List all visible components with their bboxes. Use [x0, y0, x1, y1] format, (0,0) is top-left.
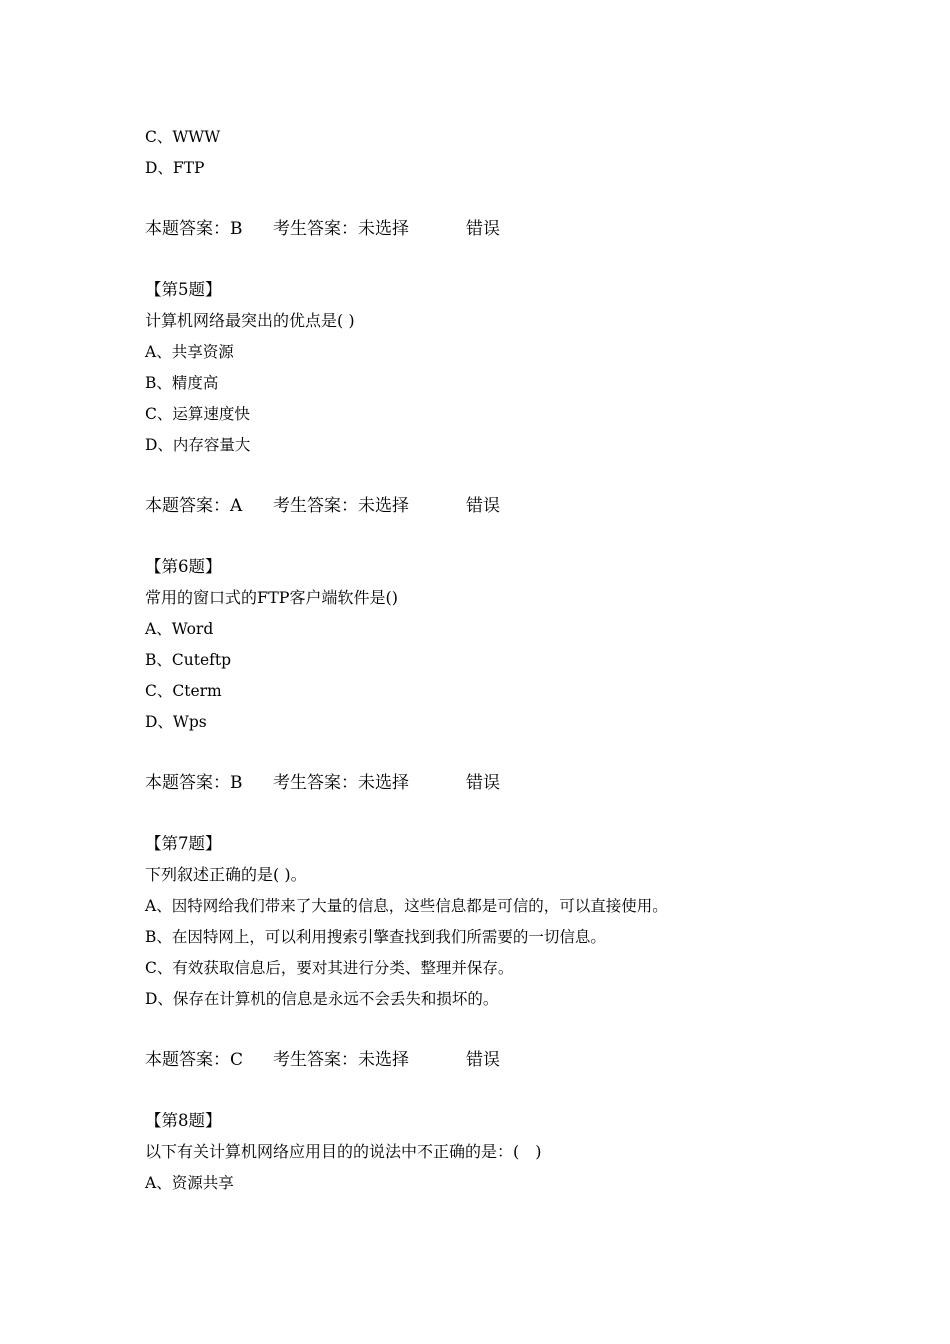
question-block-8: [145, 1108, 905, 1201]
question-stem: 计算机网络最突出的优点是( ): [145, 311, 355, 330]
question-block-7: [145, 831, 905, 1108]
user-answer: 考生答案：未选择: [273, 219, 409, 239]
question-title: 【第5题】: [145, 280, 222, 299]
option-d: D、内存容量大: [145, 436, 251, 454]
option-a: A、Word: [145, 620, 214, 638]
answer-row: [145, 216, 905, 247]
question-stem: 以下有关计算机网络应用目的的说法中不正确的是：( ): [145, 1142, 542, 1161]
result-status: 错误: [466, 219, 500, 239]
option-b: B、精度高: [145, 374, 219, 392]
user-answer: 考生答案：未选择: [273, 773, 409, 793]
question-stem: 下列叙述正确的是( )。: [145, 865, 307, 884]
option-d: D、Wps: [145, 713, 207, 731]
question-block-6: [145, 554, 905, 831]
option-b: B、在因特网上，可以利用搜索引擎查找到我们所需要的一切信息。: [145, 928, 606, 946]
answer-key: 本题答案：B: [145, 219, 243, 239]
option-c: C、运算速度快: [145, 405, 250, 423]
user-answer: 考生答案：未选择: [273, 1050, 409, 1070]
result-status: 错误: [466, 496, 500, 516]
option-a: A、因特网给我们带来了大量的信息，这些信息都是可信的，可以直接使用。: [145, 897, 668, 915]
option-c: C、WWW: [145, 128, 221, 146]
question-stem: 常用的窗口式的FTP客户端软件是(): [145, 588, 399, 607]
option-b: B、Cuteftp: [145, 651, 232, 669]
result-status: 错误: [466, 1050, 500, 1070]
answer-row: [145, 493, 905, 524]
result-status: 错误: [466, 773, 500, 793]
option-d: D、FTP: [145, 159, 205, 177]
option-a: A、资源共享: [145, 1174, 234, 1192]
option-c: C、有效获取信息后，要对其进行分类、整理并保存。: [145, 959, 514, 977]
option-d: D、保存在计算机的信息是永远不会丢失和损坏的。: [145, 990, 499, 1008]
question-title: 【第8题】: [145, 1111, 222, 1130]
question-block-5: [145, 277, 905, 554]
answer-row: [145, 1047, 905, 1078]
answer-key: 本题答案：A: [145, 496, 243, 516]
answer-key: 本题答案：C: [145, 1050, 244, 1070]
exam-results-page: [145, 124, 905, 1201]
question-title: 【第6题】: [145, 557, 222, 576]
question-title: 【第7题】: [145, 834, 222, 853]
answer-row: [145, 770, 905, 801]
answer-key: 本题答案：B: [145, 773, 243, 793]
option-c: C、Cterm: [145, 682, 222, 700]
option-a: A、共享资源: [145, 343, 234, 361]
question-block-4: [145, 124, 905, 277]
user-answer: 考生答案：未选择: [273, 496, 409, 516]
